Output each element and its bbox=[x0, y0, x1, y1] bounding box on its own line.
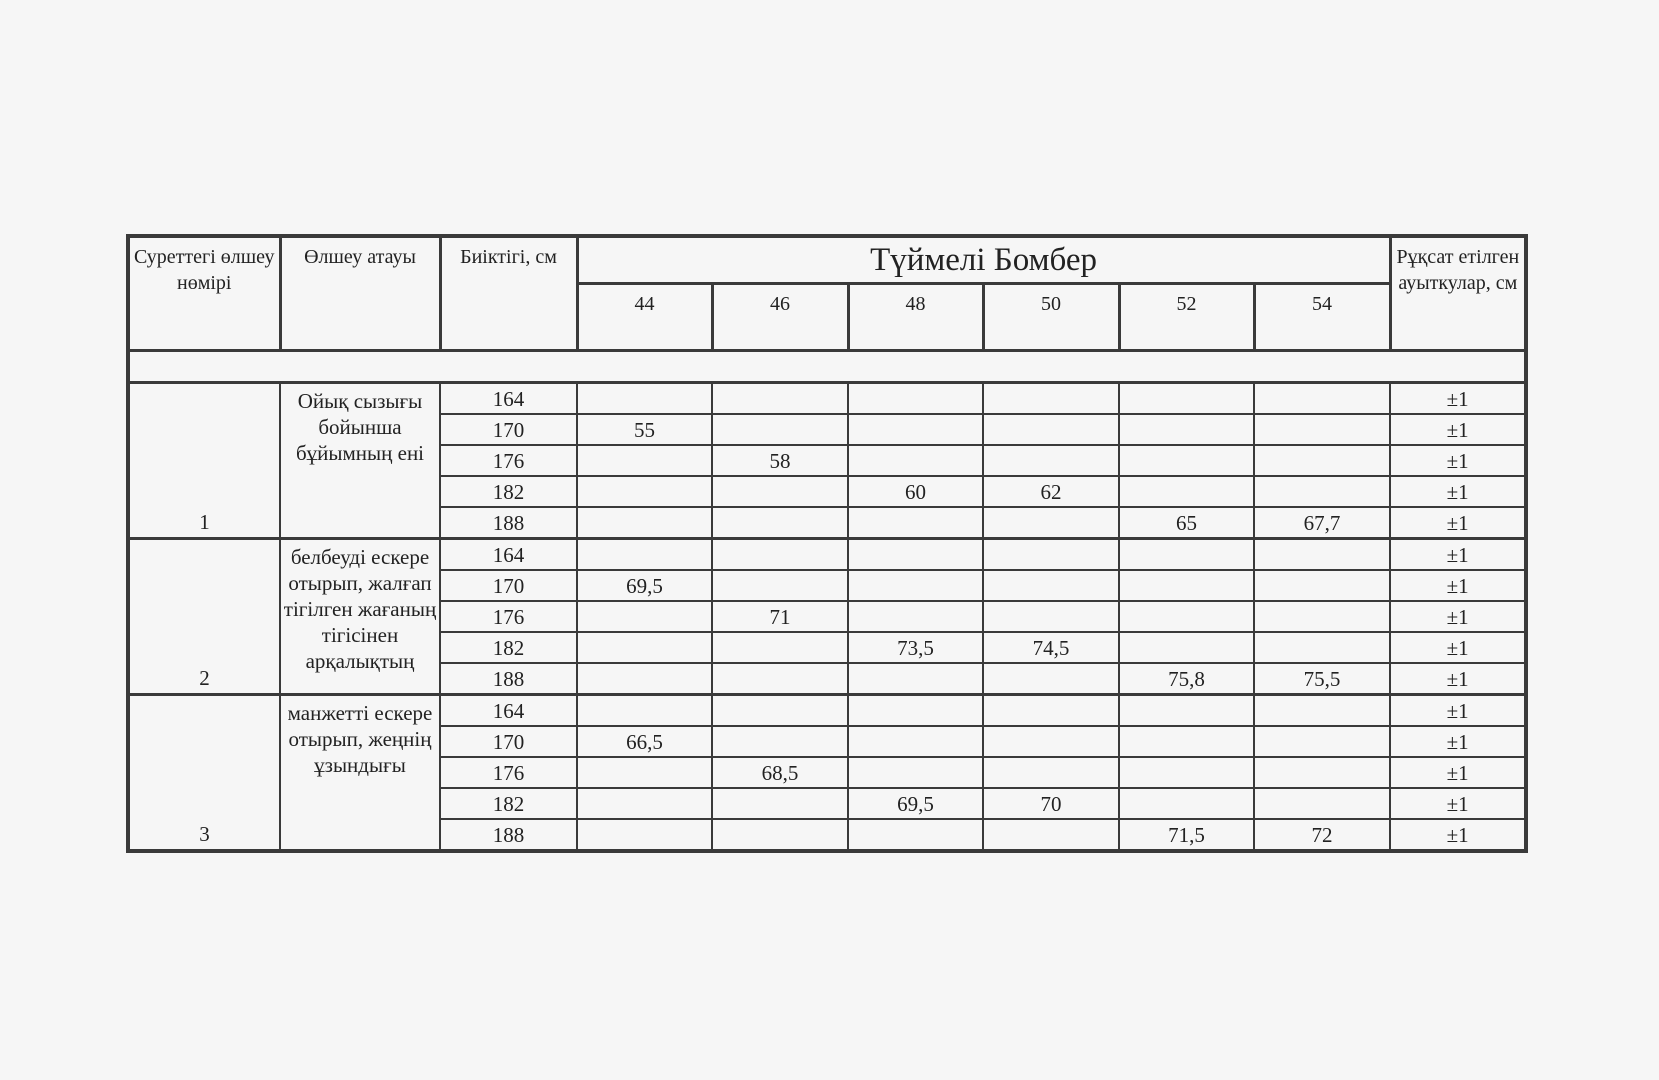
size-value-cell bbox=[848, 601, 983, 632]
size-value-cell bbox=[712, 383, 848, 415]
tolerance-cell: ±1 bbox=[1390, 445, 1526, 476]
size-value-cell bbox=[1254, 601, 1390, 632]
size-value-cell bbox=[848, 539, 983, 571]
size-value-cell bbox=[983, 663, 1119, 695]
height-cell: 170 bbox=[440, 570, 577, 601]
size-value-cell: 74,5 bbox=[983, 632, 1119, 663]
height-cell: 182 bbox=[440, 632, 577, 663]
size-value-cell bbox=[712, 695, 848, 727]
size-value-cell bbox=[577, 819, 712, 851]
height-cell: 176 bbox=[440, 757, 577, 788]
size-value-cell bbox=[577, 757, 712, 788]
size-value-cell bbox=[848, 757, 983, 788]
height-cell: 182 bbox=[440, 476, 577, 507]
size-value-cell: 69,5 bbox=[577, 570, 712, 601]
size-value-cell: 71 bbox=[712, 601, 848, 632]
size-value-cell bbox=[1254, 445, 1390, 476]
tolerance-cell: ±1 bbox=[1390, 632, 1526, 663]
tolerance-cell: ±1 bbox=[1390, 819, 1526, 851]
size-value-cell bbox=[577, 476, 712, 507]
size-value-cell bbox=[848, 663, 983, 695]
size-value-cell bbox=[577, 383, 712, 415]
size-value-cell: 60 bbox=[848, 476, 983, 507]
tolerance-cell: ±1 bbox=[1390, 601, 1526, 632]
size-value-cell bbox=[1254, 632, 1390, 663]
header-measurement-name: Өлшеу атауы bbox=[280, 236, 440, 351]
header-height: Биіктігі, см bbox=[440, 236, 577, 351]
tolerance-cell: ±1 bbox=[1390, 726, 1526, 757]
size-value-cell bbox=[1254, 757, 1390, 788]
size-value-cell bbox=[577, 445, 712, 476]
size-value-cell bbox=[848, 726, 983, 757]
tolerance-cell: ±1 bbox=[1390, 476, 1526, 507]
size-value-cell bbox=[983, 570, 1119, 601]
size-value-cell bbox=[1119, 757, 1254, 788]
size-value-cell: 69,5 bbox=[848, 788, 983, 819]
height-cell: 164 bbox=[440, 539, 577, 571]
size-value-cell bbox=[983, 539, 1119, 571]
size-value-cell bbox=[1254, 695, 1390, 727]
tolerance-cell: ±1 bbox=[1390, 414, 1526, 445]
height-cell: 188 bbox=[440, 507, 577, 539]
size-value-cell bbox=[1119, 476, 1254, 507]
size-value-cell bbox=[712, 539, 848, 571]
size-value-cell: 70 bbox=[983, 788, 1119, 819]
size-value-cell: 62 bbox=[983, 476, 1119, 507]
size-value-cell bbox=[983, 695, 1119, 727]
size-value-cell bbox=[1254, 726, 1390, 757]
header-size: 44 bbox=[577, 284, 712, 351]
size-value-cell bbox=[577, 632, 712, 663]
size-value-cell bbox=[712, 788, 848, 819]
tolerance-cell: ±1 bbox=[1390, 757, 1526, 788]
size-value-cell bbox=[1119, 570, 1254, 601]
size-value-cell bbox=[1254, 476, 1390, 507]
size-value-cell bbox=[848, 414, 983, 445]
size-value-cell bbox=[983, 414, 1119, 445]
size-value-cell: 75,5 bbox=[1254, 663, 1390, 695]
size-value-cell bbox=[712, 414, 848, 445]
header-tolerance: Рұқсат етілген ауыткулар, см bbox=[1390, 236, 1526, 351]
size-value-cell bbox=[1254, 414, 1390, 445]
size-value-cell bbox=[1254, 570, 1390, 601]
height-cell: 182 bbox=[440, 788, 577, 819]
size-value-cell bbox=[848, 819, 983, 851]
size-value-cell bbox=[712, 663, 848, 695]
size-value-cell bbox=[848, 695, 983, 727]
size-value-cell bbox=[577, 507, 712, 539]
height-cell: 176 bbox=[440, 601, 577, 632]
measurement-table bbox=[126, 234, 1528, 853]
size-value-cell bbox=[712, 819, 848, 851]
spacer-row bbox=[128, 351, 1526, 383]
size-value-cell bbox=[577, 695, 712, 727]
tolerance-cell: ±1 bbox=[1390, 383, 1526, 415]
header-size: 46 bbox=[712, 284, 848, 351]
header-product-title: Түймелі Бомбер bbox=[577, 236, 1390, 284]
size-value-cell bbox=[1254, 539, 1390, 571]
size-value-cell: 65 bbox=[1119, 507, 1254, 539]
measurement-number-cell: 1 bbox=[128, 383, 280, 539]
size-value-cell bbox=[712, 476, 848, 507]
size-value-cell bbox=[848, 445, 983, 476]
size-value-cell bbox=[1119, 788, 1254, 819]
height-cell: 164 bbox=[440, 695, 577, 727]
size-value-cell: 68,5 bbox=[712, 757, 848, 788]
size-value-cell bbox=[1119, 601, 1254, 632]
tolerance-cell: ±1 bbox=[1390, 539, 1526, 571]
tolerance-cell: ±1 bbox=[1390, 570, 1526, 601]
size-value-cell bbox=[577, 601, 712, 632]
size-value-cell bbox=[848, 507, 983, 539]
size-value-cell: 73,5 bbox=[848, 632, 983, 663]
size-value-cell bbox=[1119, 695, 1254, 727]
size-value-cell: 67,7 bbox=[1254, 507, 1390, 539]
size-value-cell bbox=[1119, 383, 1254, 415]
height-cell: 170 bbox=[440, 414, 577, 445]
size-value-cell bbox=[983, 819, 1119, 851]
table-row bbox=[128, 539, 1526, 571]
size-value-cell bbox=[712, 632, 848, 663]
size-value-cell bbox=[1119, 414, 1254, 445]
size-value-cell bbox=[983, 726, 1119, 757]
size-value-cell: 66,5 bbox=[577, 726, 712, 757]
size-value-cell bbox=[983, 445, 1119, 476]
size-value-cell: 55 bbox=[577, 414, 712, 445]
size-value-cell bbox=[1254, 383, 1390, 415]
header-size: 52 bbox=[1119, 284, 1254, 351]
size-value-cell bbox=[848, 570, 983, 601]
measurement-name-cell: Ойық сызығы бойынша бұйымның ені bbox=[280, 383, 440, 539]
table-row bbox=[128, 383, 1526, 415]
height-cell: 188 bbox=[440, 819, 577, 851]
measurement-name-cell: манжетті ескере отырып, жеңнің ұзындығы bbox=[280, 695, 440, 852]
size-value-cell bbox=[848, 383, 983, 415]
measurement-number-cell: 2 bbox=[128, 539, 280, 695]
size-value-cell bbox=[983, 601, 1119, 632]
size-value-cell bbox=[577, 663, 712, 695]
height-cell: 164 bbox=[440, 383, 577, 415]
size-value-cell bbox=[712, 507, 848, 539]
measurement-table-container bbox=[126, 234, 1524, 853]
size-value-cell: 72 bbox=[1254, 819, 1390, 851]
size-value-cell bbox=[577, 539, 712, 571]
table-row bbox=[128, 695, 1526, 727]
height-cell: 170 bbox=[440, 726, 577, 757]
tolerance-cell: ±1 bbox=[1390, 507, 1526, 539]
size-value-cell: 71,5 bbox=[1119, 819, 1254, 851]
tolerance-cell: ±1 bbox=[1390, 788, 1526, 819]
header-measurement-number: Суреттегі өлшеу нөмірі bbox=[128, 236, 280, 351]
tolerance-cell: ±1 bbox=[1390, 695, 1526, 727]
header-size: 48 bbox=[848, 284, 983, 351]
size-value-cell bbox=[577, 788, 712, 819]
size-value-cell: 58 bbox=[712, 445, 848, 476]
size-value-cell bbox=[1119, 445, 1254, 476]
size-value-cell bbox=[1119, 539, 1254, 571]
height-cell: 176 bbox=[440, 445, 577, 476]
size-value-cell bbox=[983, 383, 1119, 415]
size-value-cell bbox=[1119, 632, 1254, 663]
size-value-cell bbox=[1119, 726, 1254, 757]
height-cell: 188 bbox=[440, 663, 577, 695]
size-value-cell bbox=[712, 570, 848, 601]
size-value-cell bbox=[983, 757, 1119, 788]
tolerance-cell: ±1 bbox=[1390, 663, 1526, 695]
size-value-cell: 75,8 bbox=[1119, 663, 1254, 695]
size-value-cell bbox=[1254, 788, 1390, 819]
size-value-cell bbox=[712, 726, 848, 757]
header-size: 54 bbox=[1254, 284, 1390, 351]
size-value-cell bbox=[983, 507, 1119, 539]
header-size: 50 bbox=[983, 284, 1119, 351]
measurement-name-cell: белбеуді ескере отырып, жалғап тігілген жағаның тігісінен арқалықтың bbox=[280, 539, 440, 695]
measurement-number-cell: 3 bbox=[128, 695, 280, 852]
